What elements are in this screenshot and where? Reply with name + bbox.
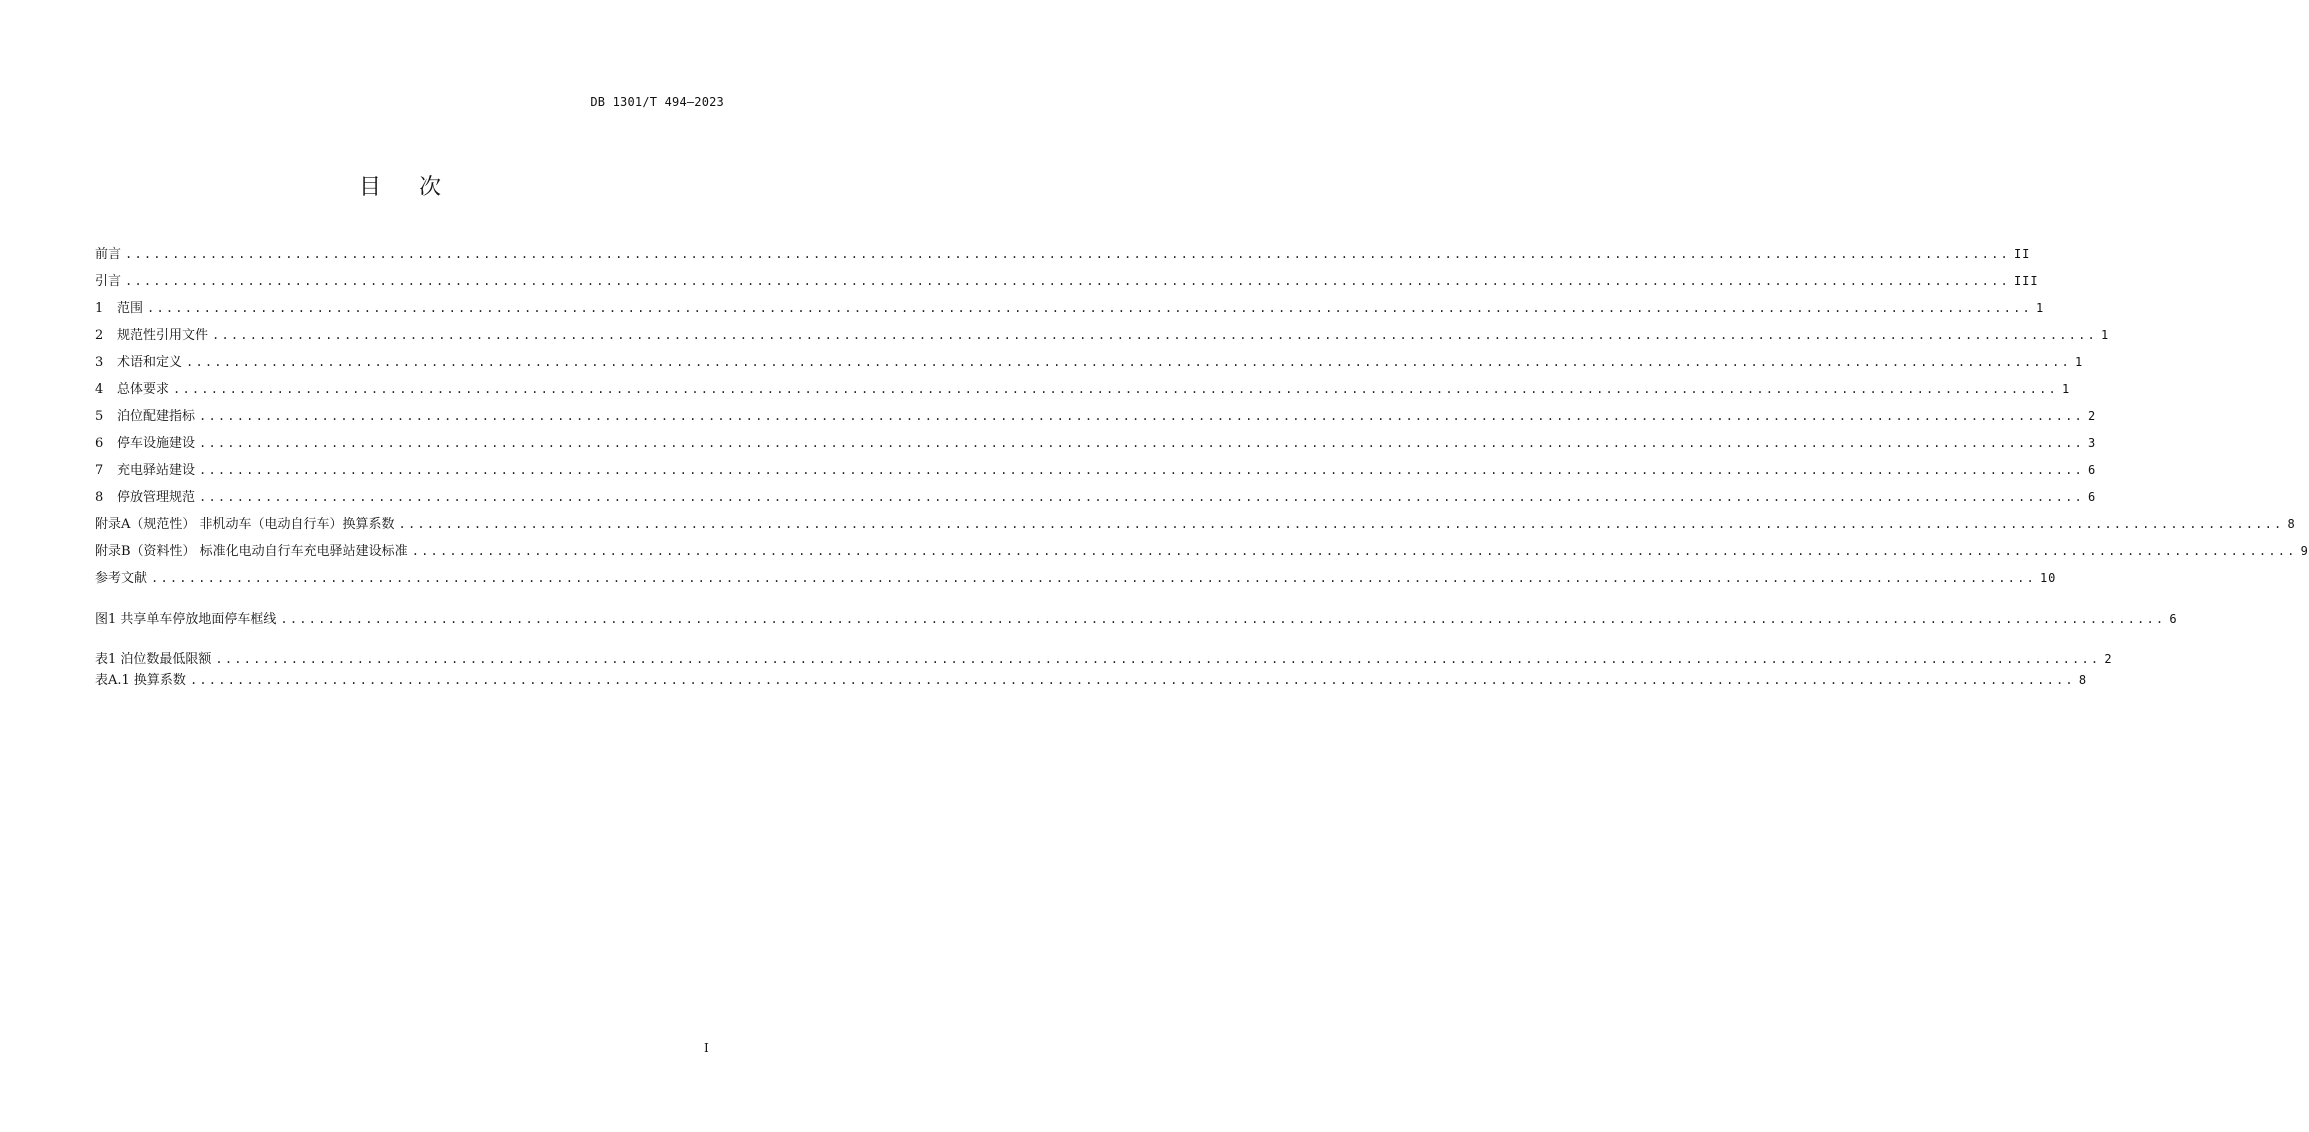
figure-title: 图1 共享单车停放地面停车框线 [95,612,277,627]
toc-leader-dots: ........................................................................................................................................................................................................ [199,463,2084,477]
toc-leader-dots: ........................................................................................................................................................................................................ [189,673,2075,687]
toc-leader-dots: ........................................................................................................................................................................................................ [411,544,2297,558]
toc-entry-title: 总体要求 [117,382,170,397]
toc-entry-title: 范围 [117,301,144,316]
toc-entry-title: 规范性引用文件 [117,328,209,343]
toc-entry-title: 停车设施建设 [117,436,196,451]
toc-entry-number: 1 [95,301,104,316]
toc-entry-number: 4 [95,382,104,397]
figure-list-entry[interactable] [95,608,2178,627]
toc-entry-normative-references[interactable] [95,324,2110,343]
toc-entry-parking-facilities[interactable] [95,432,2097,451]
toc-entry-appendix-a[interactable] [95,513,2296,532]
table-title: 表A.1 换算系数 [95,673,186,688]
toc-leader-dots: ........................................................................................................................................................................................................ [212,328,2097,342]
table-list-entry[interactable] [95,648,2113,667]
toc-entry-title: 引言 [95,274,122,289]
toc-entry-page: 8 [2287,517,2296,531]
toc-entry-preface[interactable] [95,243,2031,262]
toc-entry-page: 1 [2100,328,2110,342]
toc-entry-title: 停放管理规范 [117,490,196,505]
toc-entry-page: 1 [2074,355,2084,369]
toc-entry-charging-stations[interactable] [95,459,2097,478]
toc-entry-page: III [2013,274,2039,288]
toc-entry-page: 10 [2039,571,2057,585]
toc-leader-dots: ........................................................................................................................................................................................................ [151,571,2036,585]
toc-leader-dots: ........................................................................................................................................................................................................ [199,409,2084,423]
toc-entry-number: 6 [95,436,104,451]
toc-leader-dots: ........................................................................................................................................................................................................ [398,517,2284,531]
toc-entry-title: 充电驿站建设 [117,463,196,478]
toc-entry-page: 9 [2300,544,2309,558]
toc-entry-parking-management[interactable] [95,486,2097,505]
table-page: 2 [2104,652,2113,666]
toc-entry-scope[interactable] [95,297,2045,316]
page-number: I [704,1041,709,1055]
document-code: DB 1301/T 494—2023 [590,95,724,109]
table-list-entry[interactable] [95,669,2088,688]
toc-entry-page: 6 [2087,490,2097,504]
figure-page: 6 [2169,612,2178,626]
toc-entry-page: 6 [2087,463,2097,477]
toc-entry-number: 3 [95,355,104,370]
toc-leader-dots: ........................................................................................................................................................................................................ [186,355,2071,369]
toc-entry-number: 8 [95,490,104,505]
toc-leader-dots: ........................................................................................................................................................................................................ [199,490,2084,504]
toc-entry-title: 术语和定义 [117,355,183,370]
toc-entry-title: 附录A（规范性） 非机动车（电动自行车）换算系数 [95,517,395,532]
toc-entry-number: 5 [95,409,104,424]
toc-entry-page: II [2013,247,2031,261]
toc-entry-bibliography[interactable] [95,567,2057,586]
toc-entry-introduction[interactable] [95,270,2039,289]
toc-entry-general-requirements[interactable] [95,378,2071,397]
toc-entry-title: 泊位配建指标 [117,409,196,424]
page-title: 目次 [358,175,479,200]
toc-entry-page: 1 [2035,301,2045,315]
toc-leader-dots: ........................................................................................................................................................................................................ [147,301,2032,315]
toc-leader-dots: ........................................................................................................................................................................................................ [125,274,2010,288]
toc-entry-terms-definitions[interactable] [95,351,2084,370]
table-title: 表1 泊位数最低限额 [95,652,212,667]
toc-leader-dots: ........................................................................................................................................................................................................ [215,652,2101,666]
toc-entry-title: 附录B（资料性） 标准化电动自行车充电驿站建设标准 [95,544,408,559]
toc-leader-dots: ........................................................................................................................................................................................................ [199,436,2084,450]
toc-leader-dots: ........................................................................................................................................................................................................ [280,612,2166,626]
toc-leader-dots: ........................................................................................................................................................................................................ [173,382,2058,396]
toc-entry-page: 2 [2087,409,2097,423]
toc-entry-number: 2 [95,328,104,343]
toc-entry-page: 3 [2087,436,2097,450]
toc-entry-page: 1 [2061,382,2071,396]
toc-entry-title: 参考文献 [95,571,148,586]
table-page: 8 [2078,673,2088,687]
toc-entry-appendix-b[interactable] [95,540,2309,559]
toc-entry-number: 7 [95,463,104,478]
toc-entry-title: 前言 [95,247,122,262]
toc-leader-dots: ........................................................................................................................................................................................................ [125,247,2010,261]
toc-entry-parking-indicators[interactable] [95,405,2097,424]
